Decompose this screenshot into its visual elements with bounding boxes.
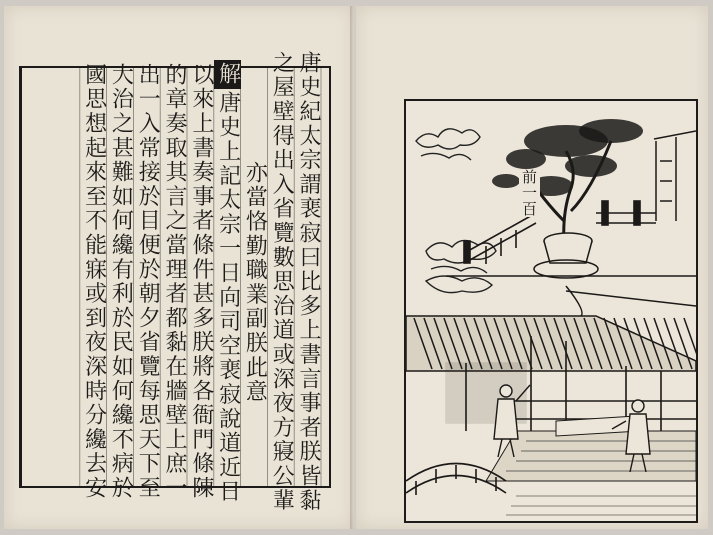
text-column [267, 51, 295, 513]
text-column [241, 68, 268, 486]
ground-texture [506, 496, 696, 515]
back-building [654, 131, 696, 221]
pavilion-roof [406, 286, 696, 371]
column-text: 唐史上記太宗一日向司空裵寂說道近日 [215, 90, 241, 504]
text-column [133, 63, 161, 501]
commentary-marker: 解 [215, 62, 241, 87]
text-column [214, 62, 241, 504]
text-column [187, 63, 214, 501]
text-column [107, 63, 134, 501]
column-text: 以來上書奏事者條件甚多朕將各衙門條陳 [188, 63, 214, 501]
tree-canopy [492, 119, 643, 196]
left-page [4, 6, 354, 529]
cloud-motifs [416, 129, 496, 293]
column-text: 的章奏取其言之當理者都黏在牆壁上庶一 [162, 63, 188, 501]
palace-scene-drawing [406, 101, 696, 521]
column-text: 唐史紀太宗謂裵寂曰比多上書言事者朕皆黏 [296, 51, 321, 513]
text-columns [80, 51, 321, 513]
stone-steps [486, 416, 696, 481]
tree-planter [534, 233, 598, 278]
text-column [294, 51, 321, 513]
text-column [160, 63, 188, 501]
right-page [356, 6, 708, 529]
text-column [80, 63, 107, 501]
column-text: 出一入常接於目便於朝夕省覽每思天下至 [135, 63, 161, 501]
illustration-label: 前一百 [520, 169, 538, 217]
column-text: 亦當恪勤職業副朕此意 [242, 160, 268, 404]
column-text: 之屋壁得出入省覽數思治道或深夜方寢公輩 [269, 51, 295, 513]
column-text: 大治之甚難如何纔有利於民如何纔不病於 [108, 63, 134, 501]
text-frame [19, 51, 331, 513]
column-text: 國思想起來至不能寐或到夜深時分纔去安 [81, 63, 107, 501]
woodblock-illustration [404, 99, 698, 523]
